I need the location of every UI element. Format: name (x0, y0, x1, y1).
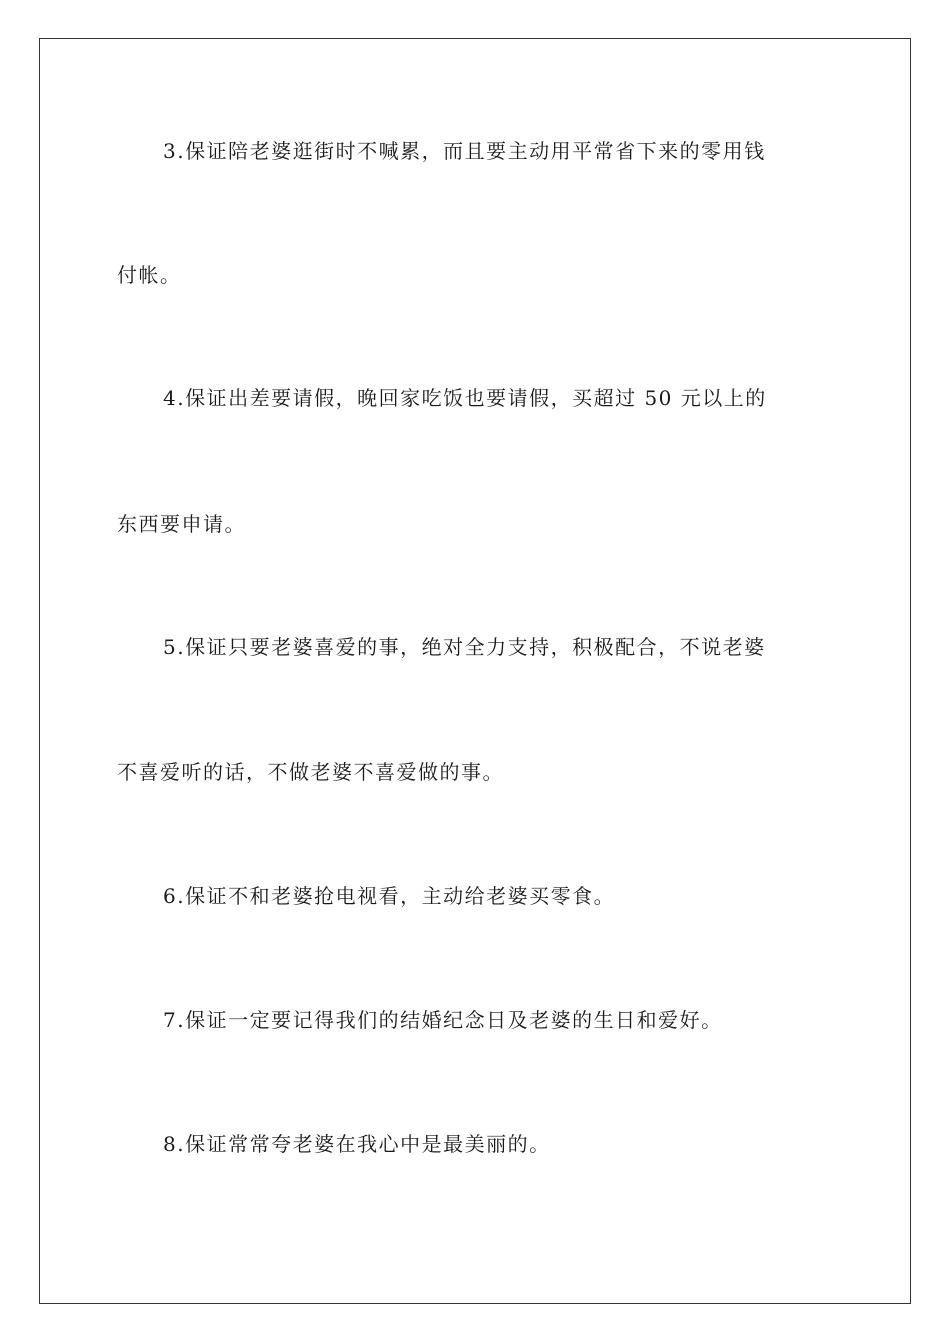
item-3-text: 保证陪老婆逛街时不喊累，而且要主动用平常省下来的零用钱 (185, 139, 766, 163)
item-8-number: 8. (163, 1132, 186, 1156)
item-3-line-2: 付帐。 (117, 263, 182, 287)
item-3-number: 3. (163, 139, 186, 163)
item-6-line-1 (163, 883, 883, 909)
item-8-line-1 (163, 1131, 883, 1157)
item-6-number: 6. (163, 884, 186, 908)
item-4-number: 4. (163, 386, 186, 410)
item-7-number: 7. (163, 1008, 186, 1032)
item-4-line-1 (163, 385, 883, 411)
item-5-text: 保证只要老婆喜爱的事，绝对全力支持，积极配合，不说老婆 (185, 635, 766, 659)
item-6-text: 保证不和老婆抢电视看，主动给老婆买零食。 (185, 884, 616, 908)
item-5-number: 5. (163, 635, 186, 659)
item-7-line-1 (163, 1007, 883, 1033)
item-8-text: 保证常常夸老婆在我心中是最美丽的。 (185, 1132, 551, 1156)
item-5-line-2: 不喜爱听的话，不做老婆不喜爱做的事。 (117, 760, 504, 784)
item-4-line-2: 东西要申请。 (117, 512, 246, 536)
page-border (39, 38, 911, 1304)
item-3-line-1 (163, 138, 883, 164)
item-4-text: 保证出差要请假，晚回家吃饭也要请假，买超过 50 元以上的 (185, 386, 767, 410)
item-7-text: 保证一定要记得我们的结婚纪念日及老婆的生日和爱好。 (185, 1008, 723, 1032)
item-5-line-1 (163, 634, 883, 660)
